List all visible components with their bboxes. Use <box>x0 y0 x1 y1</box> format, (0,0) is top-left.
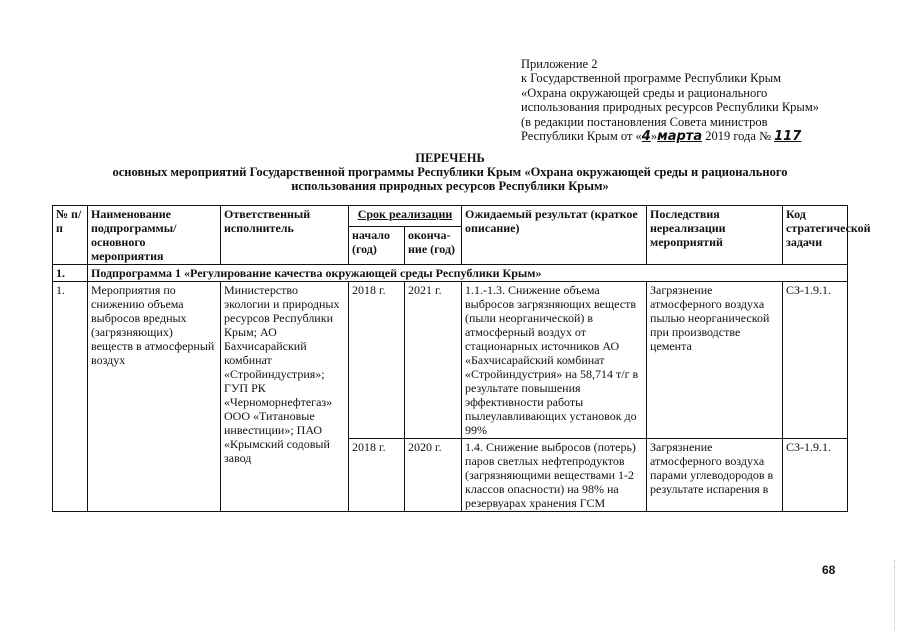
row-start: 2018 г. <box>349 439 405 512</box>
header-code: Код стратегической задачи <box>783 206 848 265</box>
measures-table <box>52 205 871 512</box>
row-end: 2020 г. <box>405 439 462 512</box>
header-name: Наименование подпрограммы/ основного мероприятия <box>88 206 221 265</box>
date-year: 2019 года № <box>702 129 775 144</box>
header-result: Ожидаемый результат (краткое описание) <box>462 206 647 265</box>
row-result: 1.4. Снижение выбросов (потерь) паров светлых нефтепродуктов (загрязняющими веществами 1-2 классов опасности) на 98% на резервуарах хранения ГСМ <box>462 439 647 512</box>
appendix-line: (в редакции постановления Совета министров <box>521 114 768 129</box>
date-prefix: Республики Крым от « <box>521 129 642 144</box>
table-row <box>53 282 848 439</box>
subprogram-title: Подпрограмма 1 «Регулирование качества окружающей среды Республики Крым» <box>88 265 848 282</box>
title-subheading: основных мероприятий Государственной программы Республики Крым «Охрана окружающей среды и рационального <box>112 165 788 179</box>
appendix-header <box>521 57 861 144</box>
appendix-line: к Государственной программе Республики Крым <box>521 71 782 86</box>
header-end: оконча-ние (год) <box>405 226 462 264</box>
row-consequences: Загрязнение атмосферного воздуха парами углеводородов в результате испарения в <box>647 439 783 512</box>
appendix-line: Приложение 2 <box>521 57 598 71</box>
title-heading: ПЕРЕЧЕНЬ <box>415 151 485 165</box>
header-consequences: Последствия нереализации мероприятий <box>647 206 783 265</box>
subprogram-num: 1. <box>53 265 88 282</box>
header-row <box>53 206 848 227</box>
date-quote: » <box>650 129 658 144</box>
row-end: 2021 г. <box>405 282 462 439</box>
handwritten-number: 117 <box>774 129 802 145</box>
row-result: 1.1.-1.3. Снижение объема выбросов загрязняющих веществ (пыли неорганической) в атмосферный воздух от стационарных источников АО «Бахчисарайский комбинат «Стройиндустрия» на 58,714 т/г в результате повышения эффективности работы пылеулавливающих установок до 99% <box>462 282 647 439</box>
scan-edge-mark <box>894 560 896 630</box>
handwritten-month: марта <box>657 129 703 145</box>
row-name: Мероприятия по снижению объема выбросов вредных (загрязняющих) веществ в атмосферный воздух <box>88 282 221 512</box>
row-start: 2018 г. <box>349 282 405 439</box>
row-code: СЗ-1.9.1. <box>783 282 848 439</box>
row-consequences: Загрязнение атмосферного воздуха пылью неорганической при производстве цемента <box>647 282 783 439</box>
row-code: СЗ-1.9.1. <box>783 439 848 512</box>
header-start: начало (год) <box>349 226 405 264</box>
appendix-line: использования природных ресурсов Республики Крым» <box>521 100 819 115</box>
document-title <box>60 151 840 193</box>
header-period: Срок реализации <box>349 206 462 227</box>
header-num: № п/п <box>53 206 88 265</box>
title-subheading: использования природных ресурсов Республики Крым» <box>291 179 609 193</box>
appendix-date-line <box>521 129 861 144</box>
row-num: 1. <box>53 282 88 512</box>
header-responsible: Ответственный исполнитель <box>221 206 349 265</box>
subprogram-row <box>53 265 848 282</box>
row-responsible: Министерство экологии и природных ресурсов Республики Крым; АО Бахчисарайский комбинат «Стройиндустрия»; ГУП РК «Черноморнефтегаз» ООО «Титановые инвестиции»; ПАО «Крымский содовый завод <box>221 282 349 512</box>
page-number: 68 <box>822 563 836 577</box>
appendix-line: «Охрана окружающей среды и рационального <box>521 85 768 100</box>
handwritten-day: 4 <box>641 129 651 145</box>
